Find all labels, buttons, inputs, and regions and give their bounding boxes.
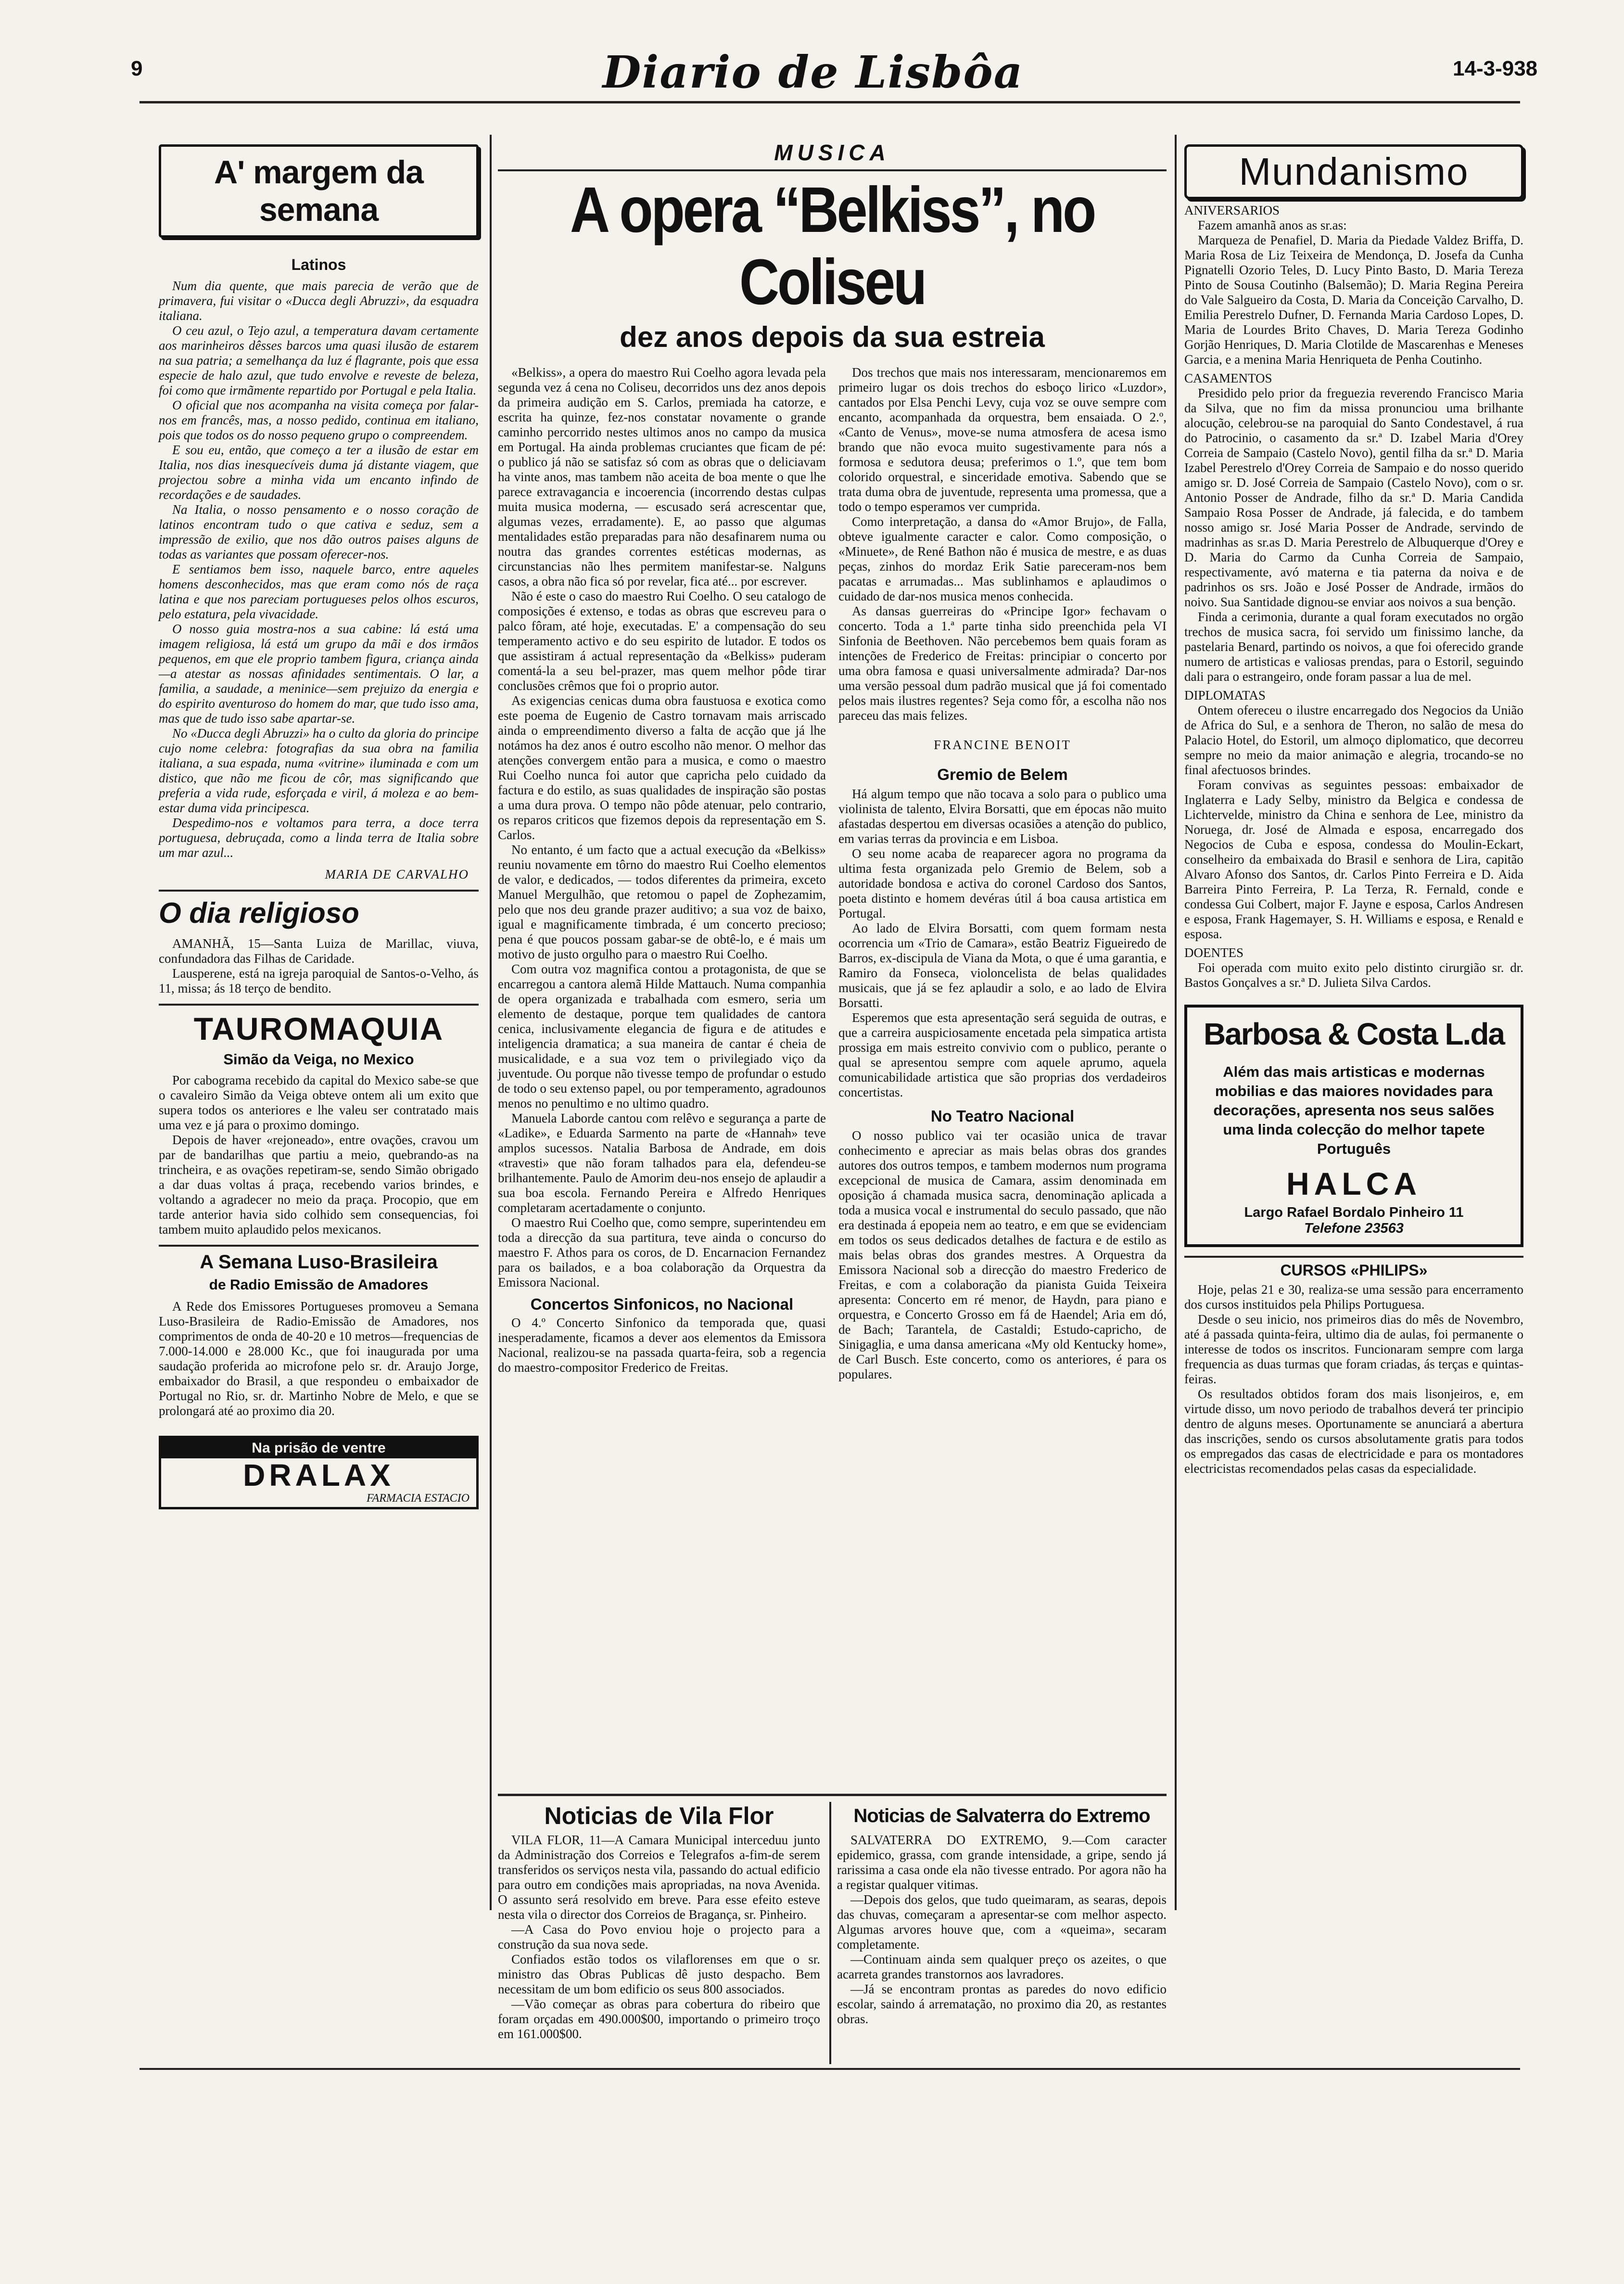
paragraph: As dansas guerreiras do «Principe Igor» fechavam o concerto. Toda a 1.ª parte tinha sido preenchida pela VI Sinfonia de Beethoven. Não percebemos bem quais foram as intenções de Frederico de Freitas: principiar o concerto por uma obra famosa e quasi universalmente admirada? Dar-nos uma versão pessoal dum padrão musical que já foi comentado pelos mais ilustres regentes? Seja como fôr, a escolha não nos pareceu das mais felizes. bbox=[838, 604, 1167, 723]
paragraph: Foram convivas as seguintes pessoas: embaixador de Inglaterra e Lady Selby, ministro da Belgica e condessa de Lichtervelde, ministro da China e senhora de Lee, ministro da Noruega, dr. José de Almada e esposa, encarregado dos Negocios de Cuba e esposa, condessa do Moulin-Eckart, conselheiro da embaixada do Brasil e senhora de Lira, capitão Alvaro Afonso dos Santos, dr. Carlos Pinto Ferreira e D. Aida Barreira Pinto Ferreira, P. La Terza, R. Fernald, conde e condessa Gui Colbert, major F. Jayne e esposa, Carlos Andresen e esposa, Frank Hagemayer, S. H. Williams e esposa, e Renald e esposa. bbox=[1184, 778, 1523, 941]
paragraph: Há algum tempo que não tocava a solo para o publico uma violinista de talento, Elvira Borsatti, que em épocas não muito afastadas despertou em diversas ocasiões a atenção do publico, em varias terras da provincia e em Lisboa. bbox=[838, 787, 1167, 846]
paragraph: Fazem amanhã anos as sr.as: bbox=[1198, 218, 1347, 232]
divider bbox=[1184, 1256, 1523, 1258]
paragraph: E sou eu, então, que começo a ter a ilusão de estar em Italia, nos dias inesquecíveis duma já distante viagem, que projectou sobre a minha vida um encanto infindo de recordações e de saudades. bbox=[159, 443, 479, 502]
paragraph: AMANHÃ, 15—Santa Luiza de Marillac, viuva, confundadora das Filhas de Caridade. bbox=[159, 936, 479, 966]
paragraph: No entanto, é um facto que a actual execução da «Belkiss» reuniu novamente em tôrno do maestro Rui Coelho elementos de valor, e dedicados, — todos diferentes da primeira, exceto Manuel Mergulhão, que retomou o papel de Zophezamim, pelo que nos deu grande prazer auditivo; a sua voz de baixo, igual e magnificamente timbrada, é um concerto precioso; pena é que poucos possam gabar-se de obtê-lo, e é mais um motivo de justo orgulho para o maestro Rui Coelho. bbox=[498, 842, 826, 961]
paragraph: Dos trechos que mais nos interessaram, mencionaremos em primeiro lugar os dois trechos do esboço lirico «Luzdor», cantados por Elsa Penchi Levy, cuja voz se ouve sempre com encanto, acompanhada da orquestra, bem ensaiada. O 2.º, «Canto de Venus», move-se numa atmosfera de acesa ismo brando que não evoca muito sugestivamente para nós a formosa e sedutora deusa; preferimos o 1.º, que tem bom colorido orquestral, e sinceridade emotiva. Sabendo que se trata duma obra de juventude, representa uma promessa, que a todo o tempo esperamos ver cumprida. bbox=[838, 365, 1167, 514]
paragraph: —Depois dos gelos, que tudo queimaram, as searas, depois das chuvas, começaram a apresentar-se com melhor aspecto. Algumas arvores houve que, com a «queima», secaram completamente. bbox=[837, 1892, 1167, 1952]
luso-title: A Semana Luso-Brasileira bbox=[200, 1251, 438, 1273]
margem-subtitle: Latinos bbox=[291, 256, 346, 273]
paragraph: O 4.º Concerto Sinfonico da temporada que, quasi inesperadamente, ficamos a dever aos elementos da Emissora Nacional, realizou-se na passada quarta-feira, sob a regencia do maestro-compositor Frederico de Freitas. bbox=[498, 1315, 826, 1375]
belkiss-col2 bbox=[838, 365, 1167, 1382]
issue-date: 14-3-938 bbox=[1453, 57, 1538, 80]
halca-brand: HALCA bbox=[1286, 1166, 1421, 1201]
column-rule-bottom bbox=[829, 1802, 831, 2064]
casamentos-title: CASAMENTOS bbox=[1184, 371, 1272, 385]
paragraph: Como interpretação, a dansa do «Amor Brujo», de Falla, obteve igualmente caracter e calor. Como composição, o «Minuete», de René Bathon não é musica de mestre, e as duas peças, zinhos do mordaz Erik Satie pareceram-nos bem pacatas e arrumadas... Mas sublinhamos e aplaudimos o cuidado de dar-nos musica menos conhecida. bbox=[838, 514, 1167, 603]
paragraph: O maestro Rui Coelho que, como sempre, superintendeu em toda a direcção da sua partitura, teve ainda o concurso do maestro F. Athos para os coros, de D. Encarnacion Fernandez para os bailados, e a boa colaboração da Orquestra da Emissora Nacional. bbox=[498, 1215, 826, 1289]
diplomatas-title: DIPLOMATAS bbox=[1184, 688, 1266, 702]
paragraph: —Vão começar as obras para cobertura do ribeiro que foram orçadas em 490.000$00, importando o primeiro troço em 161.000$00. bbox=[498, 1997, 820, 2041]
belkiss-col1 bbox=[498, 365, 826, 1382]
paragraph: O nosso guia mostra-nos a sua cabine: lá está uma imagem religiosa, lá está um grupo da mãi e dos irmãos pequenos, em que ele proprio tambem figura, criança ainda—a atestar as nossas afinidades sentimentais. O lar, a familia, a saudade, a meninice—sem prejuizo da energia e do espirito aventuroso do homem do mar, que tudo isso ama, mas que de tudo isso sabe apartar-se. bbox=[159, 622, 479, 726]
paragraph: Ao lado de Elvira Borsatti, com quem formam nesta ocorrencia um «Trio de Camara», estão Beatriz Figueiredo de Barros, ex-discipula de Viana da Mota, o que é uma garantia, e Ramiro da Fonseca, violoncelista de belas qualidades musicais, que já se fez aplaudir a solo, e ao lado de Elvira Borsatti. bbox=[838, 921, 1167, 1010]
mundanismo-title: Mundanismo bbox=[1239, 150, 1469, 193]
margem-article bbox=[159, 279, 479, 860]
concertos-title: Concertos Sinfonicos, no Nacional bbox=[530, 1295, 794, 1313]
paragraph: Presidido pelo prior da freguezia reverendo Francisco Maria da Silva, que no fim da missa pronunciou uma brilhante alocução, celebrou-se na paroquial do Santo Condestavel, á rua do Patrocinio, o casamento da sr.ª D. Izabel Maria d'Orey Correia de Sampaio (Castelo Novo), gentil filha da sr.ª D. Maria Izabel Perestrelo d'Orey Correia de Sampaio e do nosso querido amigo sr. D. José Correia de Sampaio (Castelo Novo), com o sr. Antonio Posser de Andrade, filho da sr.ª D. Maria Candida Sampaio Rosa Posser de Andrade, já falecida, e do tambem nosso amigo sr. José Maria Posser de Andrade, servindo de madrinhas as sr.as D. Maria Perestrelo de Albuquerque d'Orey e D. Maria do Carmo da Cunha Correia de Sampaio, respectivamente, avó materna e tia paterna da noiva e de padrinhos os srs. João e José Posser de Andrade, irmãos do noivo. Sua Santidade dignou-se enviar aos noivos a sua benção. bbox=[1184, 386, 1523, 609]
dralax-pharmacy: FARMACIA ESTACIO bbox=[367, 1492, 469, 1505]
section-title: MUSICA bbox=[774, 140, 890, 165]
paragraph: SALVATERRA DO EXTREMO, 9.—Com caracter epidemico, grassa, com grande intensidade, a gripe, sendo já rarissima a casa onde ela não tivesse entrado. Por agora não ha a registar qualquer vitimas. bbox=[837, 1833, 1167, 1892]
subhead: dez anos depois da sua estreia bbox=[620, 321, 1045, 353]
vila-flor-title: Noticias de Vila Flor bbox=[544, 1802, 774, 1829]
tauromaquia-title: TAUROMAQUIA bbox=[193, 1011, 444, 1046]
doentes-title: DOENTES bbox=[1184, 945, 1243, 960]
paragraph: Depois de haver «rejoneado», entre ovações, cravou um par de bandarilhas que partiu a meio, quebrando-as na trincheira, e as ovações repetiram-se, sendo Simão obrigado a dar duas voltas á praça, recebendo varios brindes, e voltando a agradecer no meio da praça. Procopio, que em tarde anterior havia sido colhido sem consequencias, foi tambem muito aplaudido pelos mexicanos. bbox=[159, 1133, 479, 1237]
religioso-article bbox=[159, 936, 479, 996]
paragraph: Confiados estão todos os vilaflorenses em que o sr. ministro das Obras Publicas dê justo despacho. Bem necessitam de um bom edificio os seus 800 associados. bbox=[498, 1952, 820, 1996]
paragraph: Os resultados obtidos foram dos mais lisonjeiros, e, em virtude disso, um novo periodo de trabalhos deverá ter principio dentro de alguns meses. Oportunamente se anunciará a abertura das inscrições, sendo os cursos absolutamente gratis para todos os empregados das casas de electricidade e para os montadores electricistas recomendados pelas casas da especialidade. bbox=[1184, 1387, 1523, 1476]
right-column bbox=[1184, 144, 1523, 1476]
paragraph: —Já se encontram prontas as paredes do novo edificio escolar, saindo á arrematação, no proximo dia 20, as restantes obras. bbox=[837, 1982, 1167, 2026]
barbosa-address: Largo Rafael Bordalo Pinheiro 11 bbox=[1244, 1205, 1464, 1220]
divider bbox=[498, 169, 1167, 171]
paragraph: —A Casa do Povo enviou hoje o projecto para a construção da sua nova sede. bbox=[498, 1922, 820, 1952]
paragraph: Manuela Laborde cantou com relêvo e segurança a parte de «Ladike», e Eduarda Sarmento na parte de «Hannah» teve amplos sucessos. Natalia Barbosa de Andrade, em dois «travesti» que não foram talhados para ela, defendeu-se brilhantemente. Paulo de Amorim deu-nos ensejo de aplaudir a sua boa escola. Fernando Pereira e Alfredo Henriques completaram acertadamente o conjunto. bbox=[498, 1111, 826, 1215]
dralax-top: Na prisão de ventre bbox=[161, 1438, 476, 1458]
barbosa-title: Barbosa & Costa L.da bbox=[1203, 1017, 1505, 1051]
gremio-title: Gremio de Belem bbox=[937, 766, 1068, 783]
paragraph: Lausperene, está na igreja paroquial de Santos-o-Velho, ás 11, missa; ás 18 terço de bendito. bbox=[159, 966, 479, 995]
religioso-title: O dia religioso bbox=[159, 897, 359, 929]
paragraph: A Rede dos Emissores Portugueses promoveu a Semana Luso-Brasileira de Radio-Emissão de Amadores, nos comprimentos de onda de 40-20 e 10 metros—frequencias de 7.000-14.000 e 28.000 Kc., que foi inaugurada por uma saudação proferida ao microfone pelo sr. dr. Araujo Jorge, embaixador do Brasil, a que respondeu o embaixador de Portugal no Rio, sr. dr. Martinho Nobre de Melo, e que se prolongará até ao proximo dia 20. bbox=[159, 1299, 479, 1418]
paragraph: O oficial que nos acompanha na visita começa por falar-nos em francês, mas, a nosso pedido, continua em italiano, pois que todos os do nosso pequeno grupo o compreendem. bbox=[159, 398, 479, 442]
divider bbox=[159, 1004, 479, 1006]
masthead-rule bbox=[140, 101, 1520, 103]
dralax-brand: DRALAX bbox=[243, 1458, 394, 1493]
vila-flor bbox=[498, 1802, 820, 2042]
mundanismo-title-box bbox=[1184, 144, 1523, 199]
margem-author: MARIA DE CARVALHO bbox=[325, 867, 469, 881]
paragraph: Desde o seu inicio, nos primeiros dias do mês de Novembro, até á passada quinta-feira, ultimo dia de aulas, foi permanente o interesse de todos os inscritos. Funcionaram sempre com larga frequencia as duas turmas que foram criadas, ás terças e quintas-feiras. bbox=[1184, 1312, 1523, 1386]
barbosa-ad bbox=[1184, 1005, 1523, 1247]
paragraph: Hoje, pelas 21 e 30, realiza-se uma sessão para encerramento dos cursos instituidos pela Philips Portuguesa. bbox=[1184, 1282, 1523, 1312]
paragraph: Despedimo-nos e voltamos para terra, a doce terra portuguesa, debruçada, como a linda terra de Italia sobre um mar azul... bbox=[159, 816, 479, 860]
barbosa-phone: Telefone 23563 bbox=[1304, 1221, 1404, 1236]
luso-article bbox=[159, 1299, 479, 1418]
luso-subtitle: de Radio Emissão de Amadores bbox=[209, 1277, 429, 1293]
paragraph: Esperemos que esta apresentação será seguida de outras, e que a carreira auspiciosamente encetada pela simpatica artista prossiga em mais estreito convivio com o publico, perante o qual se apresentou sempre com aquele aprumo, aquela comunicabilidade artistica que são proprias dos verdadeiros concertistas. bbox=[838, 1010, 1167, 1099]
tauromaquia-subtitle: Simão da Veiga, no Mexico bbox=[223, 1051, 414, 1068]
paragraph: Por cabograma recebido da capital do Mexico sabe-se que o cavaleiro Simão da Veiga obteve ontem ali um exito que supera todos os anteriores e lhe valeu ser contratado mais uma vez e já para o proximo domingo. bbox=[159, 1073, 479, 1132]
cursos-article bbox=[1184, 1282, 1523, 1476]
paragraph: Com outra voz magnifica contou a protagonista, de que se encarregou a cantora alemã Hilde Mattauch. Numa companhia de opera organizada e trabalhada com esmero, seria um elemento de destaque, porque tem qualidades de cantora cenica, inclusivamente elegancia de figura e de atitudes e inteligencia dramatica; a sua maneira de cantar é cheia de musicalidade, e a sua voz tem o privilegiado viço da juventude. Ou porque não tivesse tempo de profundar o estudo de todo o seu extenso papel, ou por temperamento, agradounos menos no penultimo e no ultimo quadro. bbox=[498, 962, 826, 1110]
aniversarios-title: ANIVERSARIOS bbox=[1184, 203, 1280, 217]
newspaper-title: Diario de Lisbôa bbox=[602, 46, 1024, 98]
paragraph: —Continuam ainda sem qualquer preço os azeites, o que acarreta grandes transtornos aos lavradores. bbox=[837, 1952, 1167, 1981]
salvaterra bbox=[837, 1802, 1167, 2027]
paragraph: As exigencias cenicas duma obra faustuosa e exotica como este poema de Eugenio de Castro tornavam mais arriscado ainda o empreendimento diverso a falta de acção que já lhe notámos ha dez anos é outro escolho não menor. O melhor das atenções convergem então para a musica, e como o maestro Rui Coelho nunca foi autor que capricha pelo cuidado da factura e do estilo, as suas qualidades de inspiração são postas a uma dura prova. O tempo não pôde atenuar, pelo contrario, os reparos criticos que fizemos depois da representação em S. Carlos. bbox=[498, 693, 826, 842]
teatro-title: No Teatro Nacional bbox=[930, 1107, 1075, 1125]
paragraph: VILA FLOR, 11—A Camara Municipal interceduu junto da Administração dos Correios e Telegrafos a-fim-de serem transferidos os serviços nesta vila, passando do actual edificio para outro em condições mais apropriadas, na nova Avenida. O assunto será resolvido em breve. Para esse efeito esteve nesta vila o director dos Correios de Bragança, sr. Pinheiro. bbox=[498, 1833, 820, 1922]
paragraph: Na Italia, o nosso pensamento e o nosso coração de latinos encontram tudo o que cativa e seduz, sem a impressão de exilio, que nos dão outros paises alguns de todas as variantes que possam oferecer-nos. bbox=[159, 502, 479, 561]
paragraph: E sentiamos bem isso, naquele barco, entre aqueles homens desconhecidos, mas que eram como nós de raça latina e que nos pareciam portugueses pelos olhos escuros, pelo estatura, pela vivacidade. bbox=[159, 562, 479, 621]
divider bbox=[498, 1794, 1167, 1796]
center-column bbox=[498, 140, 1167, 1382]
paragraph: O nosso publico vai ter ocasião unica de travar conhecimento e apreciar as mais belas obras dos grandes autores dos outros tempos, e tambem modernos num programa excepcional de musica de Camara, assim denominada em oposição á chamada musica sacra, denominação aplicada a toda a musica vocal e instrumental do seculo passado, que não era destinada á epopeia nem ao teatro, e em que se evidenciam em todos os seus dedicados detalhes de factura e de estilo as mais belas obras dos grandes mestres. A Orquestra da Emissora Nacional sob a direcção do maestro Frederico de Freitas, e com a colaboração da pianista Guida Teixeira apresenta: Concerto em ré menor, de Haydn, para piano e orquestra, e Concerto Grosso em fá de Haendel; Aria em dó, de Bach; Tarantela, de Castaldi; Estudo-capricho, de Sinigaglia, e uma dansa americana «My old Kentucky home», de Carl Busch. Este concerto, como os anteriores, é para os populares. bbox=[838, 1128, 1167, 1381]
margem-title-box bbox=[159, 144, 479, 238]
divider bbox=[159, 890, 479, 892]
paragraph: O ceu azul, o Tejo azul, a temperatura davam certamente aos marinheiros dêsses barcos uma quasi ilusão de estarem na sua patria; a semelhança da luz é flagrante, pois que essa especie de halo azul, que tudo envolve e reveste de beleza, foi como que irmãmente repartido por Portugal e pela Italia. bbox=[159, 323, 479, 397]
dralax-ad bbox=[159, 1436, 479, 1509]
page-bottom-rule bbox=[140, 2068, 1520, 2070]
cursos-title: CURSOS «PHILIPS» bbox=[1280, 1262, 1428, 1279]
left-column bbox=[159, 144, 479, 1509]
paragraph: Finda a cerimonia, durante a qual foram executados no orgão trechos de musica sacra, foi servido um finissimo lanche, da pastelaria Benard, partindo os noivos, a que foi oferecido grande numero de artisticas e valiosas prendas, para o Estoril, seguindo dali para o estrangeiro, onde foram passar a lua de mel. bbox=[1184, 610, 1523, 684]
paragraph: O seu nome acaba de reaparecer agora no programa da ultima festa organizada pelo Gremio de Belem, sob a autoridade bondosa e activa do coronel Cardoso dos Santos, poeta distinto e homem devéras útil á boa causa artistica em Portugal. bbox=[838, 846, 1167, 920]
page-number: 9 bbox=[131, 57, 143, 80]
column-rule-left bbox=[490, 135, 492, 1910]
paragraph: Foi operada com muito exito pelo distinto cirurgião sr. dr. Bastos Gonçalves a sr.ª D. Julieta Silva Cardos. bbox=[1184, 960, 1523, 990]
paragraph: «Belkiss», a opera do maestro Rui Coelho agora levada pela segunda vez á cena no Coliseu, decorridos uns dez anos depois da primeira audição em S. Carlos, premiada ha catorze, e escrita ha quinze, fez-nos constatar novamente o grande caminho percorrido nestes ultimos anos no campo da musica em Portugal. Ha ainda problemas cruciantes que ficam de pé: o publico já não se satisfaz só com as obras que o deliciavam ha vinte anos, mas tambem não aceita de boa mente o que lhe parece extravagancia e incoerencia (incorrendo destas culpas muita musica moderna, — escusado será acrescentar que, algumas vezes, erradamente). E, ao passo que algumas mentalidades estão preparadas para não desafinarem numa ou noutra das grandes correntes estéticas modernas, as circunstancias não lhes permitem manifestar-se. Nalguns casos, a obra não fica só por revelar, fica até... por escrever. bbox=[498, 365, 826, 588]
paragraph: Não é este o caso do maestro Rui Coelho. O seu catalogo de composições é extenso, e todas as obras que escreveu para o palco fôram, até hoje, executadas. E' a compensação do seu temperamento activo e do seu espirito de lutador. E todos os que assistiram á actual representação da «Belkiss» puderam comentá-la a seu bel-prazer, mas quem melhor pôde tirar conclusões crêmos que foi o proprio autor. bbox=[498, 589, 826, 693]
headline: A opera “Belkiss”, no Coliseu bbox=[570, 174, 1095, 318]
salvaterra-title: Noticias de Salvaterra do Extremo bbox=[853, 1805, 1150, 1826]
signature: FRANCINE BENOIT bbox=[934, 738, 1071, 752]
paragraph: Num dia quente, que mais parecia de verão que de primavera, fui visitar o «Ducca degli Abruzzi», da esquadra italiana. bbox=[159, 279, 479, 323]
mundanismo-article bbox=[1184, 203, 1523, 990]
margem-title: A' margem da semana bbox=[214, 154, 423, 228]
paragraph: Marqueza de Penafiel, D. Maria da Piedade Valdez Briffa, D. Maria Rosa de Liz Teixeira de Mendonça, D. Josefa da Cunha Pignatelli Ozorio Teles, D. Lucy Pinto Basto, D. Maria Tereza Pinto de Sousa Coutinho (Balsemão); D. Maria Regina Pereira do Vale Salgueiro da Costa, D. Maria da Conceição Carvalho, D. Emilia Perestrelo Dufner, D. Fernanda Maria Cardoso Lopes, D. Maria de Lourdes Brito Chaves, D. Maria Tereza Godinho Gorjão Henriques, D. Maria Clotilde de Mascarenhas e Meneses Garcia, e a menina Maria Henriqueta de Penha Coutinho. bbox=[1184, 233, 1523, 367]
column-rule-right bbox=[1175, 135, 1177, 1910]
barbosa-text: Além das mais artisticas e modernas mobilias e das maiores novidades para decorações, apresenta nos seus salões uma linda colecção do melhor tapete Português bbox=[1213, 1063, 1495, 1157]
divider bbox=[159, 1245, 479, 1247]
paragraph: No «Ducca degli Abruzzi» ha o culto da gloria do principe cujo nome celebra: fotografias da sua obra na familia italiana, a sua espada, numa «vitrine» iluminada e com um distico, que não me ficou de côr, mas significando que preferia a vida rude, esforçada e viril, á moleza e ao bem-estar duma vida principesca. bbox=[159, 726, 479, 815]
tauromaquia-article bbox=[159, 1073, 479, 1237]
paragraph: Ontem ofereceu o ilustre encarregado dos Negocios da União de Africa do Sul, e a senhora de Theron, no salão de mesa do Palacio Hotel, do Estoril, um almoço diplomatico, que decorreu sempre no meio da maior animação e alegria, trocando-se no final afectuosos brindes. bbox=[1184, 703, 1523, 777]
